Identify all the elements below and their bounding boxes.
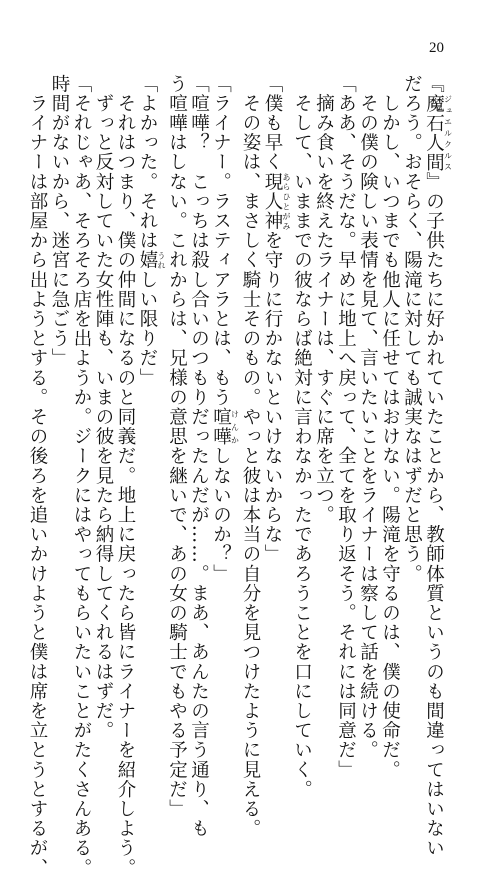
ruby-text: 嬉 うれ [137,250,166,271]
text-line: 「喧嘩？ こっちは殺し合いのつもりだったんだが……。まあ、あんたの言う通り、も [188,74,210,839]
text-line: それはつまり、僕の仲間になるのと同義だ。地上に戻ったら皆にライナーを紹介しよう。 [115,74,136,878]
text-line: その姿は、まさしく騎士そのもの。やっと彼は本当の自分を見つけたように見える。 [240,74,261,839]
text-line: 「それじゃあ、そろそろ店を出ようか。ジークにはやってもらいたいことがたくさんある。 [71,74,92,878]
text-line: だろう。おそらく、陽滝に対しても誠実なはずだと思う。 [401,74,423,584]
text-line: 「よかった。それは嬉 うれしい限りだ」 [137,74,166,388]
novel-text-body [27,74,453,878]
ruby-reading: あらひとがみ [282,172,291,231]
ruby-text: 魔石人間 ジュエルクルス [423,93,453,173]
text-line: しかし、いつまでも他人に任せてはおけない。陽滝を守るのは、僕の使命だ。 [379,74,401,780]
text-line: 「ああ、そうだな。早めに地上へ戻って、全てを取り返そう。それには同意だ」 [335,74,357,780]
text-line: ずっと反対していた女性陣も、いまの彼を見たら納得してくれるはずだ。 [93,74,114,741]
text-line: 「ライナー。ラスティアラとは、もう喧嘩 けんかしないのか？」 [210,74,240,584]
text-line: 『魔石人間 ジュエルクルス』の子供たちに好かれていたことから、教師体質というのも間違ってはいない [423,74,453,859]
page-number: 20 [429,40,444,56]
text-line: ライナーは部屋から出ようとする。その後ろを追いかけようと僕は席を立とうとするが、 [27,74,48,878]
text-line: 摘み食いを終えたライナーは、すぐに席を立つ。 [313,74,335,525]
text-line: 時間がないから、迷宮に急ごう」 [49,74,70,368]
ruby-text: 喧嘩 けんか [210,407,240,447]
ruby-reading: けんか [230,407,240,447]
text-line: そして、いままでの彼ならば絶対に言わなかったであろうことを口にしていく。 [291,74,313,800]
ruby-reading: ジュエルクルス [443,93,453,173]
ruby-reading: うれ [157,250,166,270]
text-line: う喧嘩はしない。これからは、兄様の意思を継いで、あの女の騎士でもやる予定だ」 [166,74,188,819]
ruby-text: 現人神 あらひとがみ [262,172,291,231]
text-line: その僕の険しい表情を見て、言いたいことをライナーは察して話を続ける。 [357,74,379,760]
text-line: 「僕も早く現人神 あらひとがみを守りに行かないといけないからな」 [262,74,291,565]
